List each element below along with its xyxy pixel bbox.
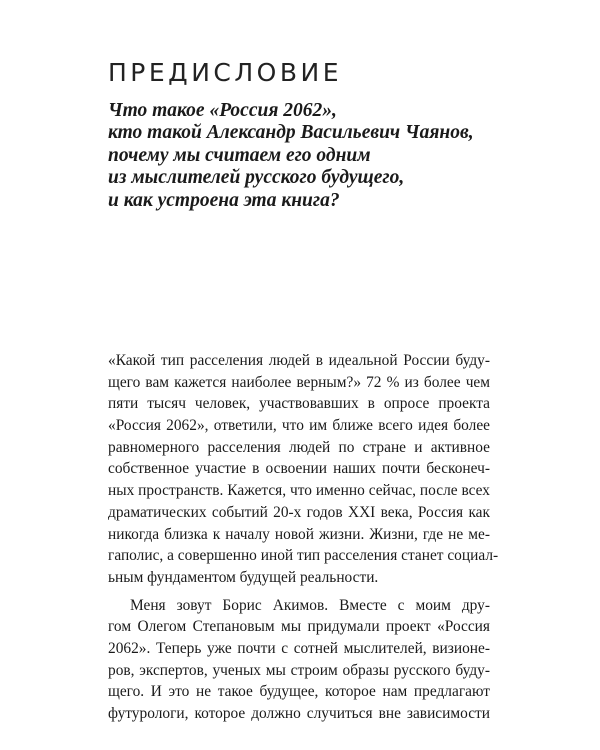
body-text (108, 350, 499, 725)
text-line: «Россия 2062», ответили, что им ближе всего идея более (108, 417, 490, 435)
text-line: равномерного расселения людей по стране и активное (108, 438, 490, 456)
text-line: щего. И это не такое будущее, которое нам предлагают (108, 683, 490, 701)
subtitle-line: из мыслителей русского будущего, (108, 167, 405, 189)
text-line: пяти тысяч человек, участвовавших в опросе проекта (108, 395, 490, 413)
text-line: ьным фундаментом будущей реальности. (108, 568, 379, 586)
text-line: «Какой тип расселения людей в идеальной России буду- (108, 352, 490, 369)
subtitle-line: Что такое «Россия 2062», (108, 100, 337, 121)
text-line: ных пространств. Кажется, что именно сейчас, после всех (108, 482, 490, 500)
subtitle-line: и как устроена эта книга? (108, 189, 340, 211)
text-line: собственное участие в освоении наших почти бесконеч- (108, 460, 490, 478)
chapter-title: ПРЕДИСЛОВИЕ (108, 58, 342, 87)
paragraph-2 (108, 595, 490, 725)
paragraph-1 (108, 350, 499, 589)
text-line: футурологи, которое должно случиться вне зависимости (108, 705, 490, 722)
subtitle-line: кто такой Александр Васильевич Чаянов, (108, 122, 474, 144)
text-line: 2062». Теперь уже почти с сотней мыслителей, визионе- (108, 639, 490, 657)
text-line: щего вам кажется наиболее верным?» 72 % из более чем (108, 373, 490, 391)
chapter-subtitle (108, 100, 538, 212)
text-line: Меня зовут Борис Акимов. Вместе с моим дру- (130, 596, 490, 614)
text-line: гом Олегом Степановым мы придумали проект «Россия (108, 618, 490, 636)
subtitle-line: почему мы считаем его одним (108, 144, 371, 166)
text-line: ров, экспертов, ученых мы строим образы русского буду- (108, 661, 490, 679)
text-line: никогда близка к началу новой жизни. Жизни, где не ме- (108, 525, 490, 543)
text-line: драматических событий 20-х годов XXI века, Россия как (108, 503, 490, 521)
text-line: гаполис, а совершенно иной тип расселения станет социал- (108, 547, 499, 565)
